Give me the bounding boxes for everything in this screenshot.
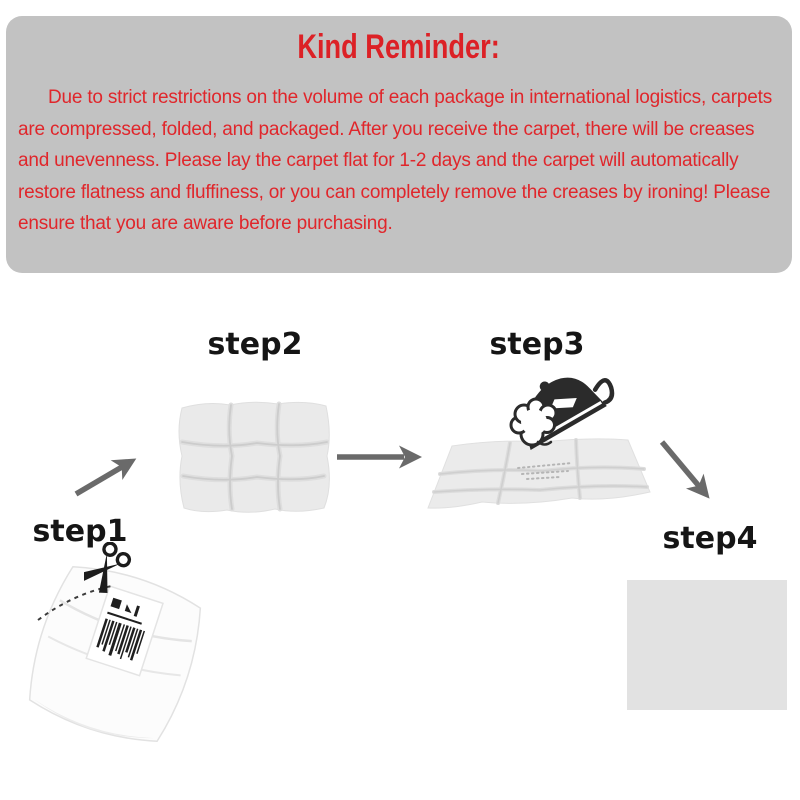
folded-carpet — [172, 396, 338, 520]
arrow-right-icon — [334, 436, 428, 478]
reminder-body-text: Due to strict restrictions on the volume of each package in international logistics, carpets are compressed, folded, and packaged. After you receive the carpet, there will be creases and unevenness. Please lay the carpet flat for 1-2 days and the carpet will automatically restore flatness and fluffiness, or you can completely remove the creases by ironing! Please ensure that you are aware before purchasing. — [18, 87, 773, 234]
arrow-down-right-icon — [652, 436, 726, 516]
reminder-banner — [6, 16, 792, 273]
step3-label: step3 — [489, 327, 585, 362]
scissors-icon — [84, 542, 136, 594]
step1-label: step1 — [32, 514, 128, 549]
reminder-title — [6, 29, 792, 65]
iron-with-steam-icon — [492, 366, 628, 464]
step2-label: step2 — [207, 327, 303, 362]
step4-label: step4 — [662, 521, 758, 556]
flat-carpet — [627, 580, 787, 710]
arrow-up-right-icon — [68, 448, 144, 502]
reminder-title-text: Kind Reminder: — [297, 28, 501, 66]
